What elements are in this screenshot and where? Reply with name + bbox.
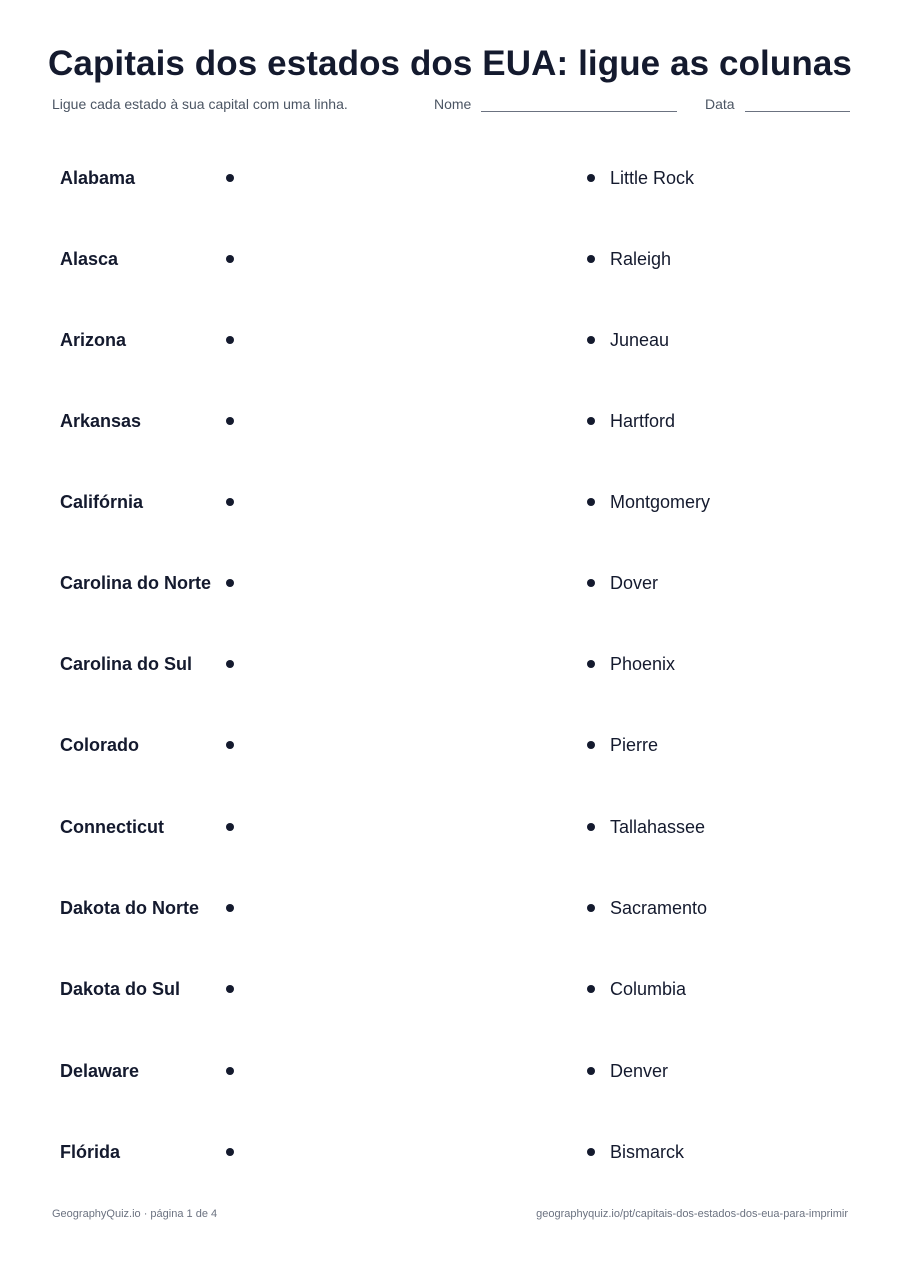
capital-dot[interactable] [587, 904, 595, 912]
capital-label: Sacramento [610, 898, 708, 918]
name-write-line[interactable] [481, 96, 677, 112]
state-label: Carolina do Norte [60, 573, 212, 593]
name-label: Nome [434, 96, 472, 112]
date-field[interactable] [705, 96, 850, 112]
capital-label: Montgomery [610, 492, 711, 512]
worksheet-header [52, 96, 848, 116]
capital-dot[interactable] [587, 336, 595, 344]
date-write-line[interactable] [745, 96, 850, 112]
match-row [0, 571, 900, 595]
capital-dot[interactable] [587, 741, 595, 749]
capital-dot[interactable] [587, 1148, 595, 1156]
capital-label: Phoenix [610, 654, 676, 674]
state-dot[interactable] [226, 823, 234, 831]
match-row [0, 409, 900, 433]
match-row [0, 490, 900, 514]
match-row [0, 733, 900, 757]
capital-label: Dover [610, 573, 659, 593]
capital-dot[interactable] [587, 498, 595, 506]
match-row [0, 896, 900, 920]
page-title: Capitais dos estados dos EUA: ligue as colunas [48, 44, 852, 83]
match-row [0, 1140, 900, 1164]
state-dot[interactable] [226, 579, 234, 587]
state-dot[interactable] [226, 741, 234, 749]
match-row [0, 652, 900, 676]
capital-label: Tallahassee [610, 817, 706, 837]
state-dot[interactable] [226, 255, 234, 263]
state-dot[interactable] [226, 985, 234, 993]
state-label: Connecticut [60, 817, 165, 837]
capital-label: Raleigh [610, 249, 672, 269]
state-label: Califórnia [60, 492, 144, 512]
match-row [0, 815, 900, 839]
footer-page-info: GeographyQuiz.io · página 1 de 4 [52, 1208, 218, 1220]
capital-label: Little Rock [610, 168, 695, 188]
state-dot[interactable] [226, 1148, 234, 1156]
capital-dot[interactable] [587, 1067, 595, 1075]
footer-url: geographyquiz.io/pt/capitais-dos-estados-dos-eua-para-imprimir [536, 1208, 848, 1220]
capital-label: Pierre [610, 735, 659, 755]
date-label: Data [705, 96, 735, 112]
capital-label: Columbia [610, 979, 687, 999]
capital-dot[interactable] [587, 823, 595, 831]
capital-dot[interactable] [587, 417, 595, 425]
state-label: Dakota do Sul [60, 979, 181, 999]
capital-label: Juneau [610, 330, 670, 350]
state-label: Dakota do Norte [60, 898, 200, 918]
state-dot[interactable] [226, 336, 234, 344]
match-row [0, 247, 900, 271]
state-label: Alabama [60, 168, 136, 188]
state-dot[interactable] [226, 417, 234, 425]
state-dot[interactable] [226, 904, 234, 912]
capital-dot[interactable] [587, 985, 595, 993]
capital-dot[interactable] [587, 174, 595, 182]
match-row [0, 166, 900, 190]
name-field[interactable] [434, 96, 677, 112]
state-dot[interactable] [226, 660, 234, 668]
match-row [0, 977, 900, 1001]
state-dot[interactable] [226, 498, 234, 506]
state-dot[interactable] [226, 1067, 234, 1075]
state-label: Arizona [60, 330, 127, 350]
state-label: Arkansas [60, 411, 142, 431]
capital-dot[interactable] [587, 579, 595, 587]
capital-label: Hartford [610, 411, 676, 431]
state-label: Carolina do Sul [60, 654, 193, 674]
match-row [0, 328, 900, 352]
state-dot[interactable] [226, 174, 234, 182]
capital-dot[interactable] [587, 255, 595, 263]
match-row [0, 1059, 900, 1083]
capital-label: Denver [610, 1061, 669, 1081]
state-label: Delaware [60, 1061, 140, 1081]
state-label: Colorado [60, 735, 139, 755]
capital-label: Bismarck [610, 1142, 685, 1162]
instructions-text: Ligue cada estado à sua capital com uma linha. [52, 96, 348, 112]
capital-dot[interactable] [587, 660, 595, 668]
state-label: Alasca [60, 249, 119, 269]
state-label: Flórida [60, 1142, 121, 1162]
